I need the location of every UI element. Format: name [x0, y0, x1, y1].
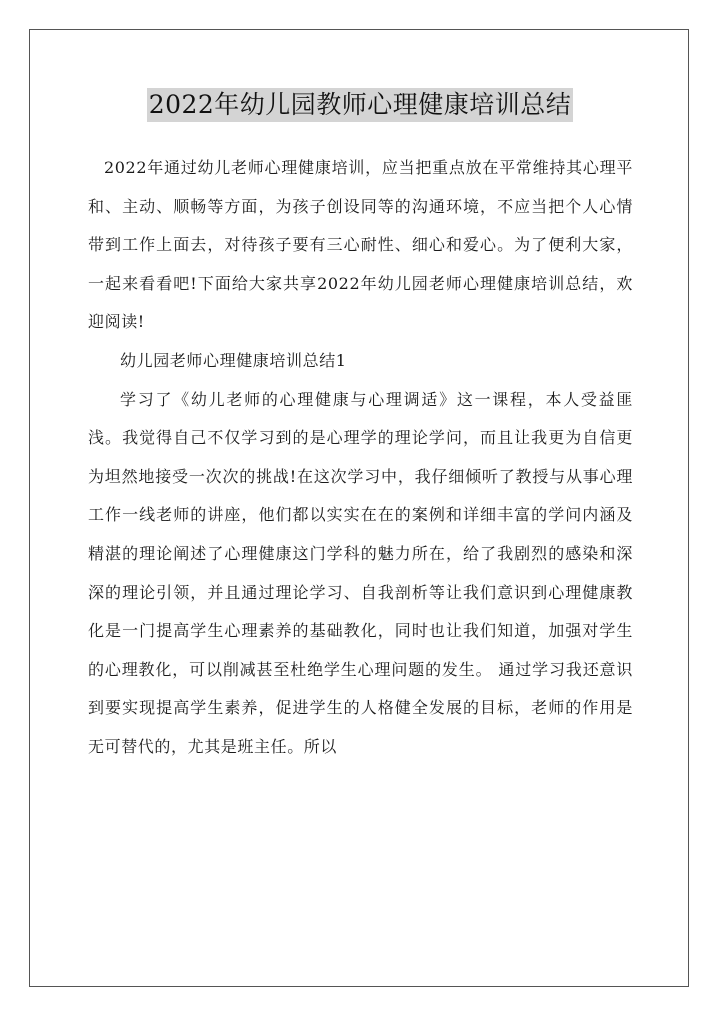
document-body	[88, 149, 633, 767]
body-paragraph: 学习了《幼儿老师的心理健康与心理调适》这一课程，本人受益匪浅。我觉得自己不仅学习到的是心理学的理论学问，而且让我更为自信更为坦然地接受一次次的挑战!在这次学习中，我仔细倾听了教授与从事心理工作一线老师的讲座，他们都以实实在在的案例和详细丰富的学问内涵及精湛的理论阐述了心理健康这门学科的魅力所在，给了我剧烈的感染和深深的理论引领，并且通过理论学习、自我剖析等让我们意识到心理健康教化是一门提高学生心理素养的基础教化，同时也让我们知道，加强对学生的心理教化，可以削减甚至杜绝学生心理问题的发生。 通过学习我还意识到要实现提高学生素养，促进学生的人格健全发展的目标，老师的作用是无可替代的，尤其是班主任。所以	[88, 389, 633, 756]
document-title: 2022年幼儿园教师心理健康培训总结	[147, 88, 574, 122]
intro-paragraph: 2022年通过幼儿老师心理健康培训，应当把重点放在平常维持其心理平和、主动、顺畅等方面，为孩子创设同等的沟通环境，不应当把个人心情带到工作上面去，对待孩子要有三心耐性、细心和爱心。为了便利大家，一起来看看吧!下面给大家共享2022年幼儿园老师心理健康培训总结，欢迎阅读!	[88, 158, 633, 332]
title-container	[0, 88, 720, 122]
section-heading: 幼儿园老师心理健康培训总结1	[120, 350, 347, 370]
